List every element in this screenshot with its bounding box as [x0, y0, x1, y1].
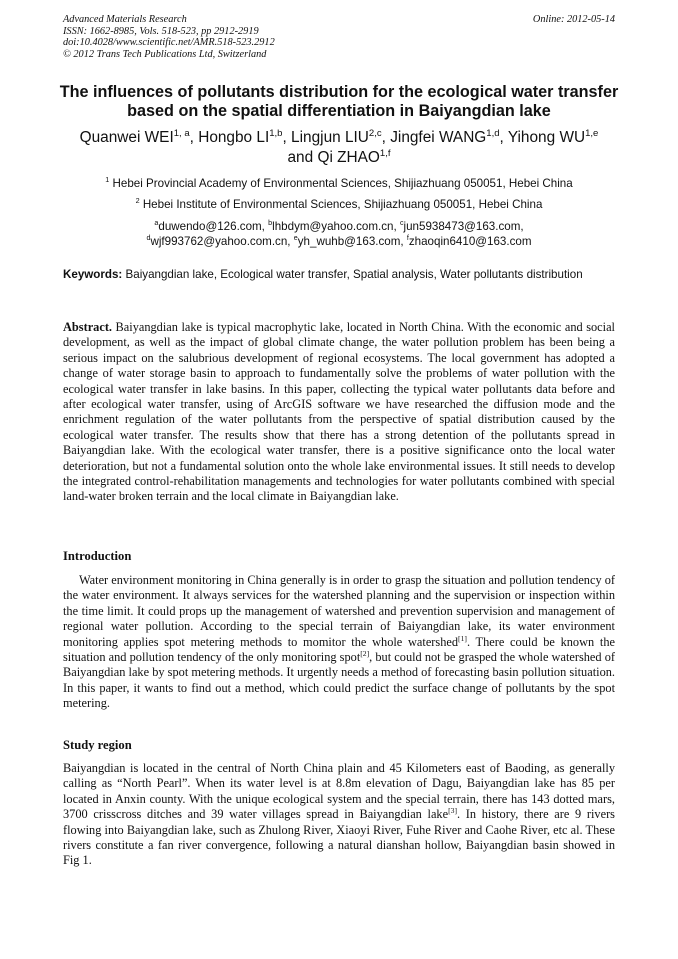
abstract-text: Baiyangdian lake is typical macrophytic lake, located in North China. With the economic and social development, as well as the impact of global climate change, the water pollution problem has been being a serious impact on the salubrious development of regional ecosystems. The local government has adopted a change of water storage basin to approach to fundamentally solve the problems of water pollution with the ecological water transfer in lake basins. In this paper, collecting the typical water pollutants data before and after ecological water transfer, using of ArcGIS software we have researched the diffusion mode and the enrichment regulation of the water pollutants from the perspective of spatial distribution caused by the ecological water transfer. The results show that there has a strong detention of the pollutants spread in Baiyangdian lake. With the ecological water transfer, there is a positive significance onto the local water deterioration, but not a fundamental solution onto the whole lake environmental issues. It still needs to develop the integrated control-rehabilitation managements and technologies for water pollutants combined with special land-water broken terrain and the local climate in Baiyangdian lake. [63, 320, 615, 504]
email-mark: e [293, 233, 298, 243]
keywords-section [63, 268, 615, 283]
citation-ref[interactable]: [2] [360, 648, 370, 658]
email-link[interactable]: wjf993762@yahoo.com.cn, [150, 235, 291, 248]
author-name: Yihong WU [507, 129, 586, 146]
introduction-heading: Introduction [63, 549, 132, 563]
author-name: Lingjun LIU [291, 129, 369, 146]
author-name: Jingfei WANG [390, 129, 487, 146]
affiliation-1 [55, 177, 623, 191]
study-region-paragraph [63, 761, 615, 869]
email-mark: a [154, 218, 159, 228]
paper-title: The influences of pollutants distribution for the ecological water transfer based on the spatial differentiation in Baiyangdian lake [59, 83, 619, 120]
journal-header [63, 14, 615, 60]
doi-link[interactable]: doi:10.4028/www.scientific.net/AMR.518-523.2912 [63, 37, 275, 49]
author-affiliation-mark: 1,e [585, 127, 599, 139]
email-mark: c [399, 218, 404, 228]
email-link[interactable]: duwendo@126.com, [158, 220, 265, 233]
author-affiliation-mark: 1,f [379, 147, 391, 159]
affiliation-2 [55, 198, 623, 212]
abstract-section [63, 320, 615, 505]
author-emails [55, 219, 623, 249]
introduction-paragraph [63, 573, 615, 712]
author-affiliation-mark: 1,b [269, 127, 283, 139]
author-name: Hongbo LI [198, 129, 270, 146]
copyright-line: © 2012 Trans Tech Publications Ltd, Switzerland [63, 48, 267, 60]
email-mark: d [146, 233, 151, 243]
keywords-text: Baiyangdian lake, Ecological water transfer, Spatial analysis, Water pollutants distribution [125, 268, 583, 281]
paragraph-text: . There could be known the situation and pollution tendency of the only monitoring spot [63, 634, 615, 665]
keywords-label: Keywords: [63, 268, 123, 281]
citation-ref[interactable]: [1] [458, 633, 467, 643]
email-link[interactable]: zhaoqin6410@163.com [408, 235, 532, 248]
email-mark: f [406, 233, 409, 243]
author-name: Quanwei WEI [79, 129, 174, 146]
affiliation-text: Hebei Institute of Environmental Sciences, Shijiazhuang 050051, Hebei China [142, 198, 543, 211]
paragraph-text: Baiyangdian is located in the central of North China plain and 45 Kilometers east of Baoding, as generally calling as “North Pearl”. When its water level is at 8.8m elevation of Dagu, Baiyangdian lake has 85 per located in Anxin county. With the unique ecological system and the special terrain, there has 143 dotted mars, 3700 crisscross ditches and 39 water villages spread in Baiyangdian lake [63, 761, 615, 822]
author-affiliation-mark: 2,c [368, 127, 382, 139]
journal-name: Advanced Materials Research [63, 14, 187, 25]
email-link[interactable]: yh_wuhb@163.com, [297, 235, 404, 248]
email-link[interactable]: lhbdym@yahoo.com.cn, [272, 220, 397, 233]
author-affiliation-mark: 1, a [173, 127, 190, 139]
paragraph-text: Water environment monitoring in China generally is in order to grasp the situation and pollution tendency of the water environment. It always services for the watershed planning and the supervision or inspection within the time limit. It could props up the management of watershed and prevention supervision and management of regional water pollution. According to the special terrain of Baiyangdian lake, its water environment monitoring applies spot metering methods to momitor the whole watershed [63, 573, 615, 649]
paragraph-text: . In history, there are 9 rivers flowing into Baiyangdian lake, such as Zhulong River, Xiaoyi River, Fuhe River and Caohe River, etc al. These rivers constitute a fan river convergence, following a natural dianshan hollow, Baiyangdian basin showed in Fig 1. [63, 807, 615, 868]
author-affiliation-mark: 1,d [486, 127, 500, 139]
online-date: Online: 2012-05-14 [532, 14, 615, 25]
email-link[interactable]: jun5938473@163.com, [403, 220, 524, 233]
study-region-heading: Study region [63, 738, 132, 752]
email-mark: b [268, 218, 273, 228]
author-list: Quanwei WEI$^{1, a}$, Hongbo LI$^{1,b}$, Lingjun LIU$^{2,c}$, Jingfei WANG$^{1,d}$, Yihong WU$^{1,e}$ and Qi ZHAO$^{1,f}$ [79, 127, 599, 166]
author-name: Qi ZHAO [317, 149, 380, 166]
paragraph-text: , but could not be grasped the whole watershed of Baiyangdian lake by spot metering methods. It urgently needs a method of forecasting basin pollution situation. In this paper, it wants to find out a method, which could predict the surface change of pollutants by the spot metering. [63, 650, 615, 711]
author-conjunction: and [287, 149, 314, 166]
issn-line: ISSN: 1662-8985, Vols. 518-523, pp 2912-2919 [63, 25, 259, 37]
abstract-label: Abstract. [63, 320, 113, 334]
affiliation-number: 1 [105, 175, 110, 185]
affiliation-number: 2 [135, 196, 140, 206]
affiliation-text: Hebei Provincial Academy of Environmental Sciences, Shijiazhuang 050051, Hebei China [112, 177, 573, 190]
citation-ref[interactable]: [3] [448, 806, 458, 816]
